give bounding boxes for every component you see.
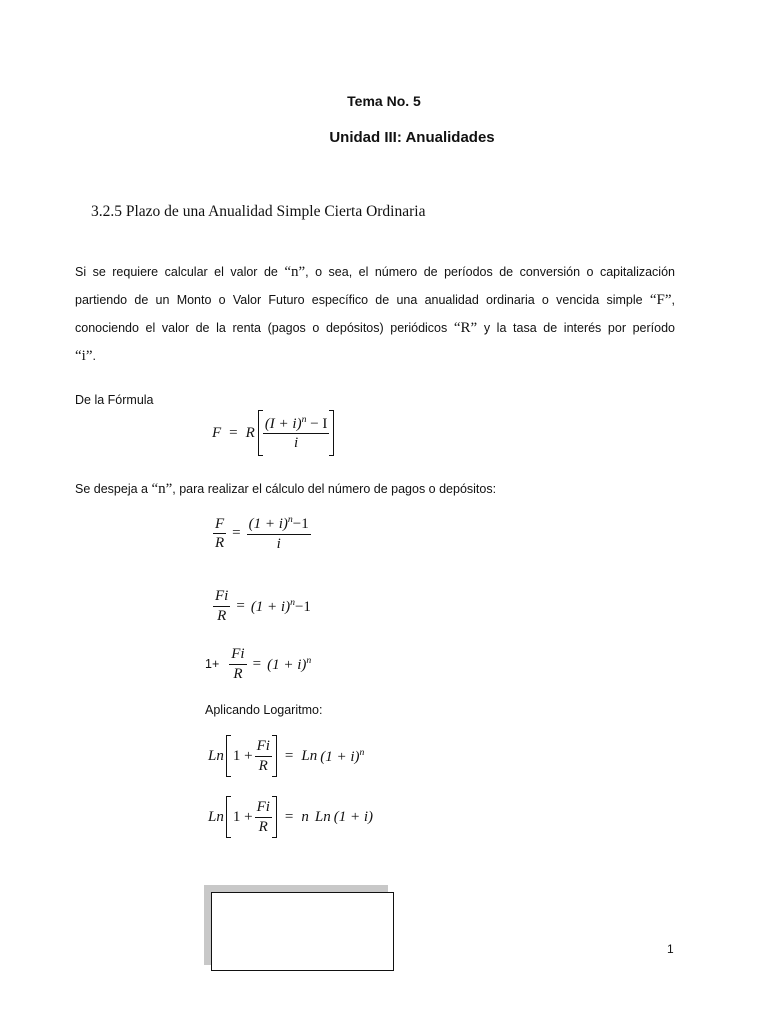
intro-paragraph [75,258,675,370]
intro-line-2: partiendo de un Monto o Valor Futuro específico de una anualidad ordinaria o vencida simple “F”, [75,292,675,308]
section-title: 3.2.5 Plazo de una Anualidad Simple Cierta Ordinaria [91,203,426,220]
bracket-left [226,735,231,777]
page-number: 1 [667,942,674,956]
unit-heading: Unidad III: Anualidades [329,129,495,146]
bracket-left [226,796,231,838]
equation-log-2: Ln 1 + $\frac{Fi}{R}$ = n Ln (1 + i) [208,796,373,838]
result-box [211,892,394,971]
despeja-text: Se despeja a “n”, para realizar el cálculo del número de pagos o depósitos: [75,481,497,497]
intro-line-3: conociendo el valor de la renta (pagos o depósitos) periódicos “R” y la tasa de interés por período [75,320,675,336]
bracket-right [272,796,277,838]
equation-step-2: $\frac{Fi}{R}$ = $(1 + i)^n-1$ [215,588,311,624]
intro-line-4: “i”. [75,348,96,364]
formula-intro: De la Fórmula [75,393,154,407]
equation-log-1: Ln 1 + $\frac{Fi}{R}$ = Ln $(1 + i)^n$ [208,735,364,777]
intro-line-1: Si se requiere calcular el valor de “n”, o sea, el número de períodos de conversión o capitalización [75,264,675,280]
bracket-right [272,735,277,777]
formula-future-value: F = R $\frac{(I + i)^n - I}{i}$ [212,410,334,456]
log-label: Aplicando Logaritmo: [205,703,323,717]
bracket-right [329,410,334,456]
topic-heading: Tema No. 5 [347,93,421,109]
equation-step-3: 1+ $\frac{Fi}{R}$ = $(1 + i)^n$ [205,646,312,682]
equation-step-1: $\frac{F}{R}$ = $\frac{(1 + i)^n-1}{i}$ [215,514,309,552]
